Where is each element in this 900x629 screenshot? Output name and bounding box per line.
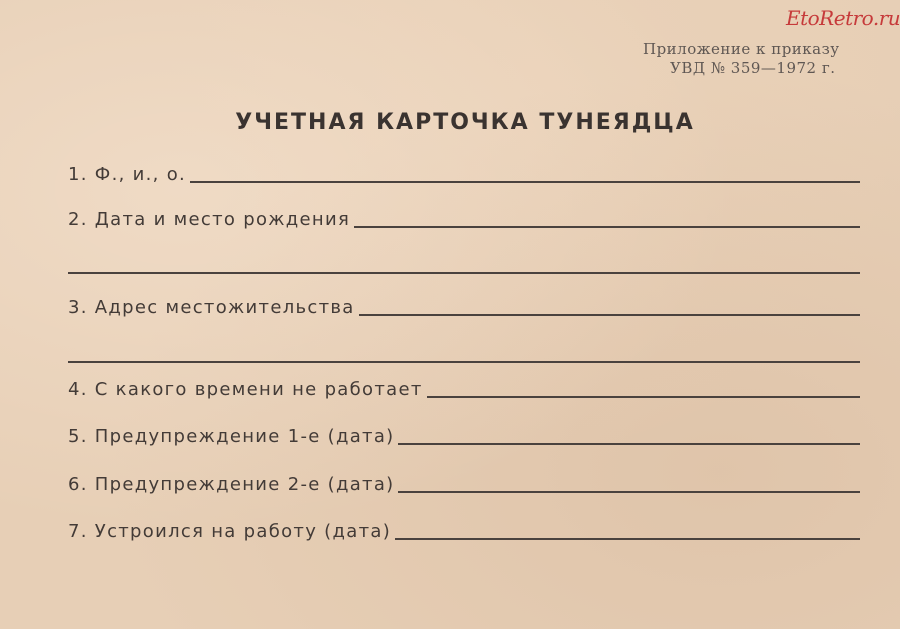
field-label: 2. Дата и место рождения (68, 209, 351, 230)
attachment-line-2: УВД № 359—1972 г. (670, 59, 836, 77)
watermark-text: EtoRetro.ru (786, 6, 900, 30)
card-title: УЧЕТНАЯ КАРТОЧКА ТУНЕЯДЦА (235, 110, 695, 135)
fill-in-line (395, 538, 860, 540)
field-label: 7. Устроился на работу (дата) (68, 521, 392, 542)
field-label: 1. Ф., и., о. (68, 164, 187, 185)
field-unemployed-since (68, 376, 860, 400)
field-employed-date (68, 518, 860, 542)
fill-in-line-continuation (68, 361, 860, 363)
field-label: 4. С какого времени не работает (68, 379, 423, 400)
fill-in-line (398, 491, 860, 493)
order-attachment-note (643, 40, 840, 78)
fill-in-line (398, 443, 860, 445)
fill-in-line (359, 314, 860, 316)
fill-in-line (354, 226, 860, 228)
field-second-warning (68, 471, 860, 495)
fill-in-line (190, 181, 860, 183)
fill-in-line (427, 396, 860, 398)
field-address (68, 294, 860, 318)
etoretro-watermark (786, 6, 900, 30)
field-birth-date-place (68, 206, 860, 230)
fill-in-line-continuation (68, 272, 860, 274)
field-label: 5. Предупреждение 1-е (дата) (68, 426, 395, 447)
attachment-line-1: Приложение к приказу (643, 40, 840, 58)
field-label: 3. Адрес местожительства (68, 297, 355, 318)
field-label: 6. Предупреждение 2-е (дата) (68, 474, 395, 495)
field-first-warning (68, 423, 860, 447)
field-full-name (68, 161, 860, 185)
